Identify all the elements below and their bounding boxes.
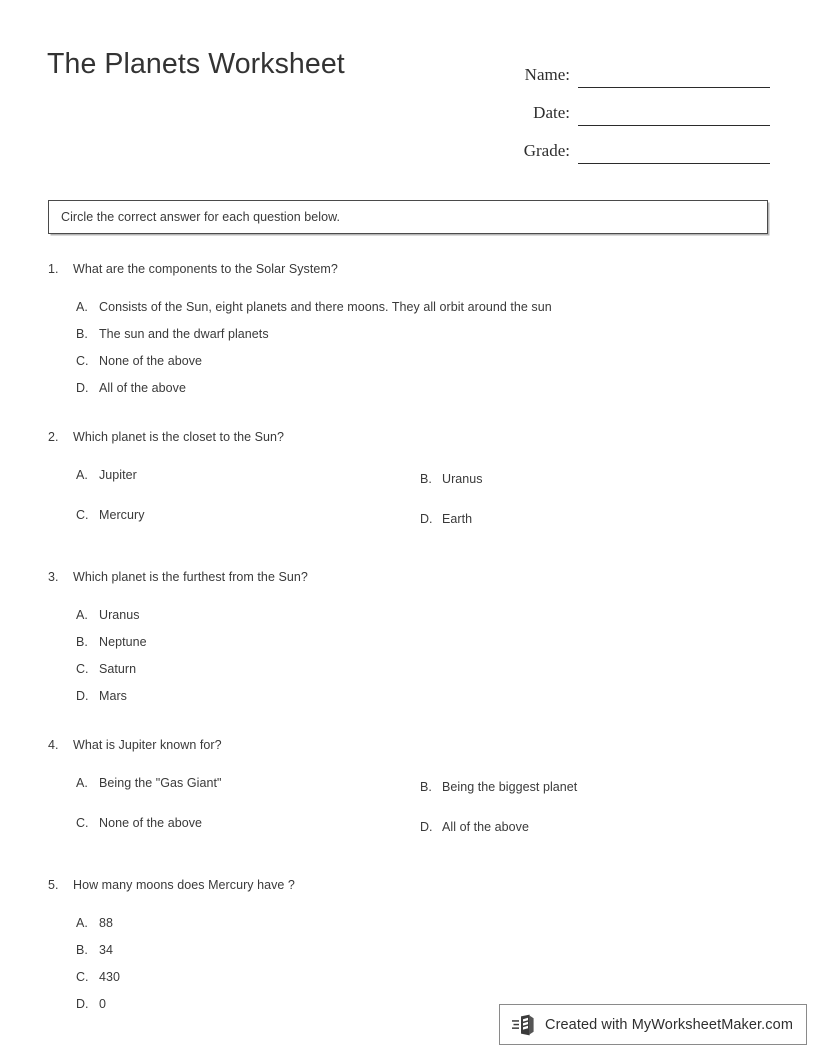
answer-row <box>0 816 816 856</box>
answer-letter: C. <box>76 970 89 984</box>
question-block <box>0 430 816 570</box>
answer-option[interactable] <box>0 689 816 716</box>
answer-letter: A. <box>76 608 88 622</box>
answer-text: All of the above <box>99 381 186 395</box>
name-field-row <box>460 50 770 88</box>
answer-row <box>0 468 816 508</box>
grade-field-input[interactable] <box>578 141 770 164</box>
answer-letter: D. <box>420 512 433 526</box>
answer-letter: D. <box>76 381 89 395</box>
answer-option[interactable] <box>0 943 816 970</box>
footer-badge[interactable] <box>499 1004 807 1045</box>
answer-option[interactable] <box>0 970 816 997</box>
answer-letter: D. <box>76 997 89 1011</box>
answer-letter: C. <box>76 816 89 830</box>
question-number: 4. <box>48 738 59 752</box>
answer-options <box>0 608 816 716</box>
answer-option[interactable] <box>0 354 816 381</box>
question-spacer <box>0 716 816 738</box>
answer-letter: B. <box>420 780 432 794</box>
answer-text: 34 <box>99 943 114 957</box>
answer-text: Consists of the Sun, eight planets and there moons. They all orbit around the sun <box>99 300 552 314</box>
answer-option[interactable] <box>0 300 816 327</box>
answer-text: 0 <box>99 997 107 1011</box>
question-spacer <box>0 408 816 430</box>
question-number: 5. <box>48 878 59 892</box>
question-text: How many moons does Mercury have ? <box>73 878 295 892</box>
question-block <box>0 262 816 430</box>
date-field-row <box>460 88 770 126</box>
answer-row <box>0 508 816 548</box>
answer-letter: B. <box>76 635 88 649</box>
question-block <box>0 738 816 878</box>
question-heading <box>0 878 816 900</box>
answer-text: Neptune <box>99 635 147 649</box>
answer-letter: B. <box>76 327 88 341</box>
grade-field-row <box>460 126 770 164</box>
question-heading <box>0 262 816 284</box>
answer-text: Saturn <box>99 662 137 676</box>
answer-text: Being the biggest planet <box>442 780 578 794</box>
name-field-label: Name: <box>524 65 570 84</box>
answer-option[interactable] <box>0 327 816 354</box>
answer-option[interactable] <box>0 916 816 943</box>
date-field-label: Date: <box>533 103 570 122</box>
worksheet-maker-logo-icon <box>512 1014 538 1036</box>
answer-letter: D. <box>420 820 433 834</box>
answer-text: None of the above <box>99 354 203 368</box>
answer-text: All of the above <box>442 820 529 834</box>
answer-text: Uranus <box>99 608 140 622</box>
answer-letter: C. <box>76 354 89 368</box>
answer-letter: D. <box>76 689 89 703</box>
question-text: Which planet is the closet to the Sun? <box>73 430 285 444</box>
answer-text: 88 <box>99 916 114 930</box>
question-number: 1. <box>48 262 59 276</box>
answer-text: None of the above <box>99 816 203 830</box>
question-spacer <box>0 548 816 570</box>
footer-badge-text: Created with MyWorksheetMaker.com <box>545 1016 794 1033</box>
question-text: What is Jupiter known for? <box>73 738 222 752</box>
instruction-text: Circle the correct answer for each question below. <box>61 210 341 224</box>
question-heading <box>0 430 816 452</box>
date-field-input[interactable] <box>578 103 770 126</box>
question-text: What are the components to the Solar System? <box>73 262 338 276</box>
answer-text: 430 <box>99 970 121 984</box>
answer-options <box>0 468 816 548</box>
answer-row <box>0 776 816 816</box>
answer-text: Earth <box>442 512 473 526</box>
question-heading <box>0 738 816 760</box>
answer-text: Mercury <box>99 508 145 522</box>
name-field-input[interactable] <box>578 65 770 88</box>
question-text: Which planet is the furthest from the Sun? <box>73 570 308 584</box>
answer-letter: A. <box>76 468 88 482</box>
answer-text: The sun and the dwarf planets <box>99 327 269 341</box>
answer-text: Jupiter <box>99 468 137 482</box>
questions-list <box>0 262 816 1046</box>
answer-letter: A. <box>76 776 88 790</box>
page-title: The Planets Worksheet <box>47 48 345 80</box>
answer-text: Mars <box>99 689 127 703</box>
question-heading <box>0 570 816 592</box>
question-block <box>0 570 816 738</box>
question-spacer <box>0 856 816 878</box>
instruction-box <box>48 200 768 234</box>
question-number: 3. <box>48 570 59 584</box>
grade-field-label: Grade: <box>523 141 570 160</box>
answer-option[interactable] <box>0 381 816 408</box>
answer-letter: B. <box>76 943 88 957</box>
answer-text: Being the "Gas Giant" <box>99 776 222 790</box>
answer-text: Uranus <box>442 472 483 486</box>
answer-option[interactable] <box>0 662 816 689</box>
answer-option[interactable] <box>0 608 816 635</box>
answer-letter: C. <box>76 508 89 522</box>
answer-option[interactable] <box>0 635 816 662</box>
student-info-fields <box>460 50 770 164</box>
answer-options <box>0 776 816 856</box>
answer-letter: C. <box>76 662 89 676</box>
answer-letter: B. <box>420 472 432 486</box>
answer-letter: A. <box>76 916 88 930</box>
answer-letter: A. <box>76 300 88 314</box>
answer-options <box>0 300 816 408</box>
question-number: 2. <box>48 430 59 444</box>
